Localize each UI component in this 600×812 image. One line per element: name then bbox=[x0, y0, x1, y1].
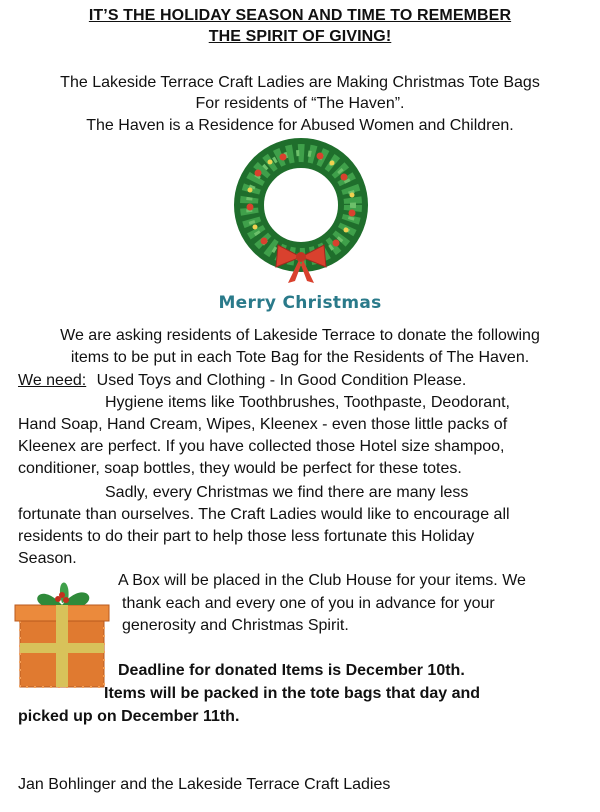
needs-line-1 bbox=[18, 371, 590, 391]
box-line-3: generosity and Christmas Spirit. bbox=[122, 617, 349, 634]
intro-line-2: For residents of “The Haven”. bbox=[195, 95, 405, 112]
deadline-line-3: picked up on December 11th. bbox=[18, 708, 240, 725]
hygiene-line-4: conditioner, soap bottles, they would be perfect for these totes. bbox=[18, 460, 462, 477]
deadline-line-2: Items will be packed in the tote bags that day and bbox=[104, 685, 481, 702]
sadly-line-4: Season. bbox=[18, 550, 77, 567]
box-line-2: thank each and every one of you in advance for your bbox=[122, 595, 495, 612]
title-line-1: IT’S THE HOLIDAY SEASON AND TIME TO REMEMBER bbox=[88, 7, 512, 24]
gift-box-icon bbox=[12, 575, 114, 693]
deadline-line-1: Deadline for donated Items is December 10th. bbox=[118, 662, 465, 679]
intro-line-1: The Lakeside Terrace Craft Ladies are Making Christmas Tote Bags bbox=[60, 74, 540, 91]
title-line-2: THE SPIRIT OF GIVING! bbox=[208, 28, 392, 45]
request-line-1: We are asking residents of Lakeside Terrace to donate the following bbox=[60, 327, 540, 344]
request-line-2: items to be put in each Tote Bag for the Residents of The Haven. bbox=[70, 349, 530, 366]
signature: Jan Bohlinger and the Lakeside Terrace Craft Ladies bbox=[18, 776, 391, 793]
merry-christmas-greeting: Merry Christmas bbox=[218, 293, 382, 313]
needs-item-toys: Used Toys and Clothing - In Good Condition Please. bbox=[96, 372, 467, 389]
hygiene-line-2: Hand Soap, Hand Cream, Wipes, Kleenex - even those little packs of bbox=[18, 416, 508, 433]
hygiene-line-3: Kleenex are perfect. If you have collected those Hotel size shampoo, bbox=[18, 438, 505, 455]
christmas-wreath-icon bbox=[228, 135, 374, 287]
sadly-line-1: Sadly, every Christmas we find there are many less bbox=[105, 484, 469, 501]
hygiene-line-1: Hygiene items like Toothbrushes, Toothpaste, Deodorant, bbox=[105, 394, 510, 411]
we-need-label: We need: bbox=[18, 372, 87, 389]
sadly-line-2: fortunate than ourselves. The Craft Ladies would like to encourage all bbox=[18, 506, 510, 523]
intro-line-3: The Haven is a Residence for Abused Women and Children. bbox=[86, 117, 514, 134]
sadly-line-3: residents to do their part to help those less fortunate this Holiday bbox=[18, 528, 475, 545]
box-line-1: A Box will be placed in the Club House for your items. We bbox=[118, 572, 526, 589]
